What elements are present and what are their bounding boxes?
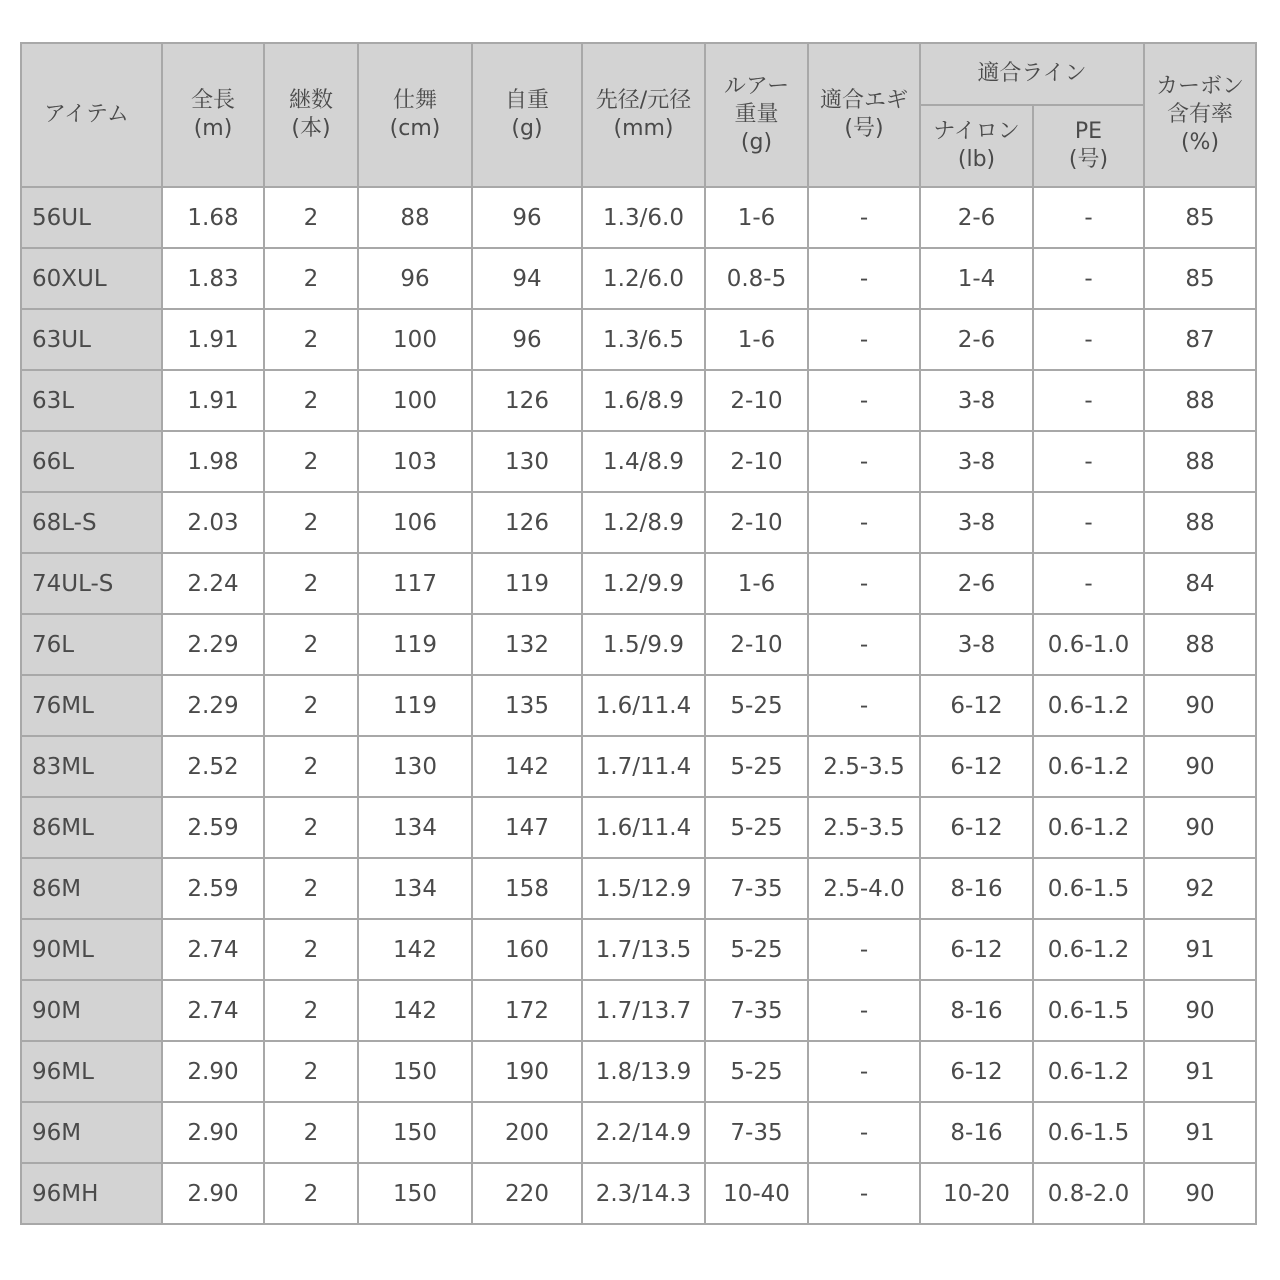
cell-weight: 94 [472,248,582,309]
cell-length: 2.29 [162,675,264,736]
table-row [21,675,1256,736]
cell-nylon: 2-6 [920,187,1033,248]
cell-pieces: 2 [264,309,358,370]
cell-egi: - [808,248,920,309]
cell-pieces: 2 [264,248,358,309]
cell-length: 2.90 [162,1102,264,1163]
header-weight-label: 自重 [504,88,549,113]
cell-pe: - [1033,248,1144,309]
cell-item: 96ML [21,1041,162,1102]
cell-closed-length: 100 [358,309,472,370]
cell-lure-weight: 1-6 [705,553,808,614]
cell-diameter: 1.6/8.9 [582,370,705,431]
cell-pieces: 2 [264,858,358,919]
table-row [21,492,1256,553]
header-diameter-unit: (mm) [613,116,674,141]
cell-closed-length: 150 [358,1163,472,1224]
cell-pieces: 2 [264,797,358,858]
cell-carbon: 88 [1144,370,1256,431]
header-carbon [1144,43,1256,187]
header-egi-unit: (号) [844,116,884,141]
cell-pieces: 2 [264,736,358,797]
table-row [21,980,1256,1041]
cell-diameter: 2.3/14.3 [582,1163,705,1224]
cell-nylon: 6-12 [920,736,1033,797]
cell-egi: - [808,1163,920,1224]
cell-closed-length: 117 [358,553,472,614]
table-row [21,919,1256,980]
header-closed-length-label: 仕舞 [392,88,437,113]
cell-carbon: 88 [1144,431,1256,492]
cell-egi: 2.5-3.5 [808,736,920,797]
cell-weight: 147 [472,797,582,858]
cell-item: 86ML [21,797,162,858]
cell-pieces: 2 [264,1102,358,1163]
cell-weight: 158 [472,858,582,919]
header-lure-weight [705,43,808,187]
cell-carbon: 90 [1144,1163,1256,1224]
cell-pe: 0.6-1.5 [1033,1102,1144,1163]
cell-nylon: 6-12 [920,675,1033,736]
table-row [21,248,1256,309]
cell-carbon: 92 [1144,858,1256,919]
cell-pe: - [1033,370,1144,431]
cell-weight: 96 [472,309,582,370]
cell-nylon: 8-16 [920,1102,1033,1163]
table-row [21,1163,1256,1224]
cell-nylon: 6-12 [920,919,1033,980]
table-row [21,797,1256,858]
cell-carbon: 91 [1144,1102,1256,1163]
cell-nylon: 6-12 [920,1041,1033,1102]
cell-closed-length: 142 [358,919,472,980]
header-nylon-label: ナイロン [933,119,1020,144]
table-row [21,614,1256,675]
header-nylon [920,105,1033,187]
cell-closed-length: 100 [358,370,472,431]
cell-lure-weight: 5-25 [705,797,808,858]
cell-item: 76ML [21,675,162,736]
header-lure-weight-unit: (g) [740,130,773,155]
cell-pieces: 2 [264,553,358,614]
table-row [21,309,1256,370]
cell-length: 2.74 [162,980,264,1041]
cell-weight: 142 [472,736,582,797]
cell-pieces: 2 [264,919,358,980]
cell-item: 90ML [21,919,162,980]
cell-closed-length: 119 [358,675,472,736]
cell-carbon: 87 [1144,309,1256,370]
header-length [162,43,264,187]
header-carbon-label2: 含有率 [1166,102,1233,127]
cell-lure-weight: 7-35 [705,980,808,1041]
header-carbon-label1: カーボン [1155,74,1244,99]
cell-lure-weight: 5-25 [705,1041,808,1102]
cell-pe: - [1033,431,1144,492]
header-closed-length [358,43,472,187]
cell-pieces: 2 [264,370,358,431]
cell-egi: - [808,614,920,675]
table-row [21,1102,1256,1163]
cell-lure-weight: 2-10 [705,431,808,492]
cell-length: 2.74 [162,919,264,980]
cell-pe: 0.6-1.2 [1033,919,1144,980]
header-diameter [582,43,705,187]
header-diameter-label: 先径/元径 [595,88,692,113]
header-item-line: アイテム [44,102,129,127]
cell-length: 2.29 [162,614,264,675]
header-pe-unit: (号) [1068,147,1109,172]
cell-weight: 135 [472,675,582,736]
cell-diameter: 1.5/12.9 [582,858,705,919]
cell-item: 76L [21,614,162,675]
cell-nylon: 3-8 [920,370,1033,431]
header-closed-length-unit: (cm) [389,116,441,141]
cell-length: 1.98 [162,431,264,492]
header-pieces-label: 継数 [288,88,333,113]
cell-item: 74UL-S [21,553,162,614]
cell-closed-length: 119 [358,614,472,675]
header-item [21,43,162,187]
table-row [21,187,1256,248]
cell-pieces: 2 [264,675,358,736]
header-pieces [264,43,358,187]
cell-item: 96MH [21,1163,162,1224]
header-weight [472,43,582,187]
header-egi [808,43,920,187]
cell-carbon: 90 [1144,797,1256,858]
header-carbon-unit: (%) [1180,130,1220,155]
cell-weight: 132 [472,614,582,675]
cell-pe: - [1033,492,1144,553]
cell-item: 60XUL [21,248,162,309]
cell-carbon: 88 [1144,492,1256,553]
cell-weight: 96 [472,187,582,248]
cell-carbon: 90 [1144,736,1256,797]
cell-weight: 130 [472,431,582,492]
cell-weight: 172 [472,980,582,1041]
header-egi-label: 適合エギ [819,88,908,113]
cell-carbon: 90 [1144,675,1256,736]
cell-lure-weight: 1-6 [705,187,808,248]
cell-pe: - [1033,553,1144,614]
cell-item: 56UL [21,187,162,248]
cell-pe: - [1033,309,1144,370]
cell-closed-length: 150 [358,1102,472,1163]
cell-pe: 0.8-2.0 [1033,1163,1144,1224]
cell-closed-length: 88 [358,187,472,248]
cell-pe: 0.6-1.2 [1033,797,1144,858]
cell-length: 2.59 [162,858,264,919]
cell-closed-length: 130 [358,736,472,797]
cell-egi: 2.5-4.0 [808,858,920,919]
cell-nylon: 2-6 [920,309,1033,370]
cell-length: 1.91 [162,370,264,431]
cell-lure-weight: 5-25 [705,736,808,797]
cell-lure-weight: 10-40 [705,1163,808,1224]
cell-diameter: 1.7/11.4 [582,736,705,797]
cell-pe: 0.6-1.0 [1033,614,1144,675]
cell-closed-length: 103 [358,431,472,492]
cell-length: 2.90 [162,1163,264,1224]
cell-diameter: 1.2/8.9 [582,492,705,553]
cell-item: 83ML [21,736,162,797]
cell-nylon: 2-6 [920,553,1033,614]
cell-diameter: 1.4/8.9 [582,431,705,492]
cell-weight: 119 [472,553,582,614]
header-lure-weight-label2: 重量 [734,102,779,127]
cell-pe: 0.6-1.2 [1033,736,1144,797]
header-nylon-unit: (lb) [957,147,996,172]
header-length-unit: (m) [193,116,233,141]
cell-egi: 2.5-3.5 [808,797,920,858]
cell-egi: - [808,553,920,614]
cell-length: 2.90 [162,1041,264,1102]
cell-lure-weight: 1-6 [705,309,808,370]
cell-diameter: 1.3/6.5 [582,309,705,370]
cell-lure-weight: 7-35 [705,858,808,919]
cell-pieces: 2 [264,187,358,248]
cell-pieces: 2 [264,1041,358,1102]
cell-pe: - [1033,187,1144,248]
cell-item: 68L-S [21,492,162,553]
cell-diameter: 1.8/13.9 [582,1041,705,1102]
cell-nylon: 1-4 [920,248,1033,309]
cell-diameter: 1.7/13.5 [582,919,705,980]
cell-length: 1.68 [162,187,264,248]
cell-diameter: 1.2/6.0 [582,248,705,309]
cell-weight: 220 [472,1163,582,1224]
header-pe [1033,105,1144,187]
cell-diameter: 1.3/6.0 [582,187,705,248]
cell-carbon: 84 [1144,553,1256,614]
cell-nylon: 10-20 [920,1163,1033,1224]
spec-table-header [21,43,1256,187]
cell-carbon: 85 [1144,187,1256,248]
table-row [21,1041,1256,1102]
cell-diameter: 1.5/9.9 [582,614,705,675]
cell-item: 86M [21,858,162,919]
cell-lure-weight: 2-10 [705,614,808,675]
cell-length: 2.52 [162,736,264,797]
header-line-group [920,43,1144,105]
table-row [21,431,1256,492]
cell-weight: 126 [472,370,582,431]
header-line-group-label: 適合ライン [977,61,1087,86]
spec-table [20,42,1257,1225]
cell-diameter: 1.7/13.7 [582,980,705,1041]
cell-closed-length: 106 [358,492,472,553]
cell-egi: - [808,675,920,736]
cell-lure-weight: 0.8-5 [705,248,808,309]
cell-pe: 0.6-1.2 [1033,675,1144,736]
cell-nylon: 3-8 [920,614,1033,675]
cell-nylon: 3-8 [920,492,1033,553]
table-row [21,370,1256,431]
cell-weight: 190 [472,1041,582,1102]
table-row [21,553,1256,614]
cell-item: 63L [21,370,162,431]
cell-egi: - [808,187,920,248]
cell-length: 2.24 [162,553,264,614]
cell-pe: 0.6-1.5 [1033,858,1144,919]
cell-pe: 0.6-1.5 [1033,980,1144,1041]
cell-closed-length: 134 [358,797,472,858]
cell-carbon: 91 [1144,1041,1256,1102]
cell-weight: 160 [472,919,582,980]
cell-egi: - [808,980,920,1041]
cell-item: 63UL [21,309,162,370]
cell-carbon: 85 [1144,248,1256,309]
cell-diameter: 1.2/9.9 [582,553,705,614]
cell-pieces: 2 [264,614,358,675]
cell-egi: - [808,492,920,553]
cell-length: 1.91 [162,309,264,370]
header-pe-label: PE [1074,119,1103,144]
cell-diameter: 1.6/11.4 [582,675,705,736]
cell-carbon: 88 [1144,614,1256,675]
cell-length: 2.03 [162,492,264,553]
cell-diameter: 2.2/14.9 [582,1102,705,1163]
cell-closed-length: 150 [358,1041,472,1102]
header-length-label: 全長 [190,88,235,113]
cell-item: 66L [21,431,162,492]
cell-closed-length: 96 [358,248,472,309]
cell-egi: - [808,309,920,370]
cell-pe: 0.6-1.2 [1033,1041,1144,1102]
cell-egi: - [808,431,920,492]
cell-nylon: 8-16 [920,858,1033,919]
header-lure-weight-label1: ルアー [723,74,790,99]
cell-egi: - [808,1102,920,1163]
cell-diameter: 1.6/11.4 [582,797,705,858]
cell-closed-length: 134 [358,858,472,919]
cell-weight: 200 [472,1102,582,1163]
cell-nylon: 6-12 [920,797,1033,858]
cell-length: 1.83 [162,248,264,309]
cell-pieces: 2 [264,980,358,1041]
cell-lure-weight: 7-35 [705,1102,808,1163]
spec-table-body [21,187,1256,1224]
cell-length: 2.59 [162,797,264,858]
cell-egi: - [808,370,920,431]
cell-item: 90M [21,980,162,1041]
cell-lure-weight: 2-10 [705,370,808,431]
cell-pieces: 2 [264,431,358,492]
cell-lure-weight: 5-25 [705,675,808,736]
cell-lure-weight: 5-25 [705,919,808,980]
header-pieces-unit: (本) [291,116,331,141]
cell-carbon: 90 [1144,980,1256,1041]
cell-nylon: 3-8 [920,431,1033,492]
cell-lure-weight: 2-10 [705,492,808,553]
cell-egi: - [808,919,920,980]
header-weight-unit: (g) [511,116,543,141]
table-row [21,736,1256,797]
cell-closed-length: 142 [358,980,472,1041]
cell-carbon: 91 [1144,919,1256,980]
cell-pieces: 2 [264,1163,358,1224]
cell-nylon: 8-16 [920,980,1033,1041]
table-row [21,858,1256,919]
cell-weight: 126 [472,492,582,553]
cell-item: 96M [21,1102,162,1163]
cell-egi: - [808,1041,920,1102]
cell-pieces: 2 [264,492,358,553]
